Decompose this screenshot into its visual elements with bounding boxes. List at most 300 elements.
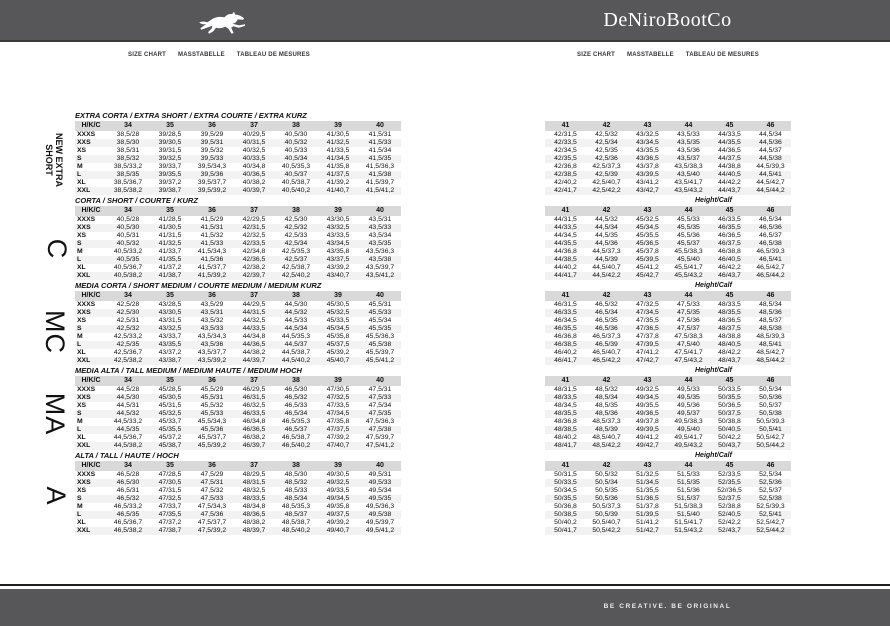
- row-label: S: [77, 155, 82, 162]
- column-header: 42: [586, 291, 627, 301]
- size-cell: 42/39,7: [242, 272, 266, 279]
- size-cell: 49,5/38,3: [674, 418, 703, 425]
- table-block-left-2: [75, 280, 401, 365]
- size-cell: 47,5/36: [200, 511, 224, 518]
- column-header: 36: [191, 206, 233, 216]
- table-row: [545, 479, 791, 487]
- column-header: 44: [668, 206, 709, 216]
- size-cell: 46/39,7: [242, 442, 266, 449]
- size-cell: 50,5/39: [595, 511, 618, 518]
- column-header: 43: [627, 376, 668, 386]
- size-cell: 49/37,5: [326, 511, 350, 518]
- size-cell: 42,5/32: [284, 224, 308, 231]
- size-cell: 43,5/36: [677, 147, 700, 154]
- row-label: XS: [77, 487, 87, 494]
- size-cell: 44,5/38,2: [113, 442, 143, 449]
- size-cell: 45/33,5: [326, 317, 350, 324]
- column-header: 36: [191, 461, 233, 471]
- size-cell: 51/32,5: [636, 471, 659, 478]
- table-row: [545, 511, 791, 519]
- size-cell: 44,5/31: [116, 402, 140, 409]
- size-cell: 50,5/42,2: [592, 527, 621, 534]
- size-cell: 42,5/36,7: [113, 349, 143, 356]
- size-cell: 46,5/32: [116, 495, 140, 502]
- size-cell: 50/38,8: [718, 418, 741, 425]
- size-cell: 41,5/33: [200, 240, 224, 247]
- column-header: 39: [317, 121, 359, 131]
- size-cell: 51,5/37: [677, 495, 700, 502]
- size-cell: 48/35,5: [554, 410, 577, 417]
- size-cell: 42,5/38,7: [281, 264, 311, 271]
- size-cell: 41,5/41,2: [365, 187, 395, 194]
- table-row: [545, 272, 791, 280]
- size-cell: 50/41,7: [554, 527, 577, 534]
- size-cell: 44/43,7: [718, 187, 741, 194]
- size-cell: 45/37,5: [326, 341, 350, 348]
- table-row: [75, 333, 401, 341]
- size-cell: 44,5/32: [284, 309, 308, 316]
- size-cell: 47/39,5: [636, 341, 659, 348]
- table-row: [545, 426, 791, 434]
- size-cell: 46,5/38,2: [113, 527, 143, 534]
- size-cell: 50/36,5: [718, 402, 741, 409]
- row-label: XXS: [77, 479, 91, 486]
- table-row: [75, 410, 401, 418]
- column-header: 45: [709, 291, 750, 301]
- row-label: XXXS: [77, 386, 96, 393]
- size-cell: 48,5/39,3: [756, 333, 785, 340]
- size-cell: 48/36,8: [554, 418, 577, 425]
- row-label: XL: [77, 264, 86, 271]
- size-cell: 46,5/35: [116, 511, 140, 518]
- size-cell: 45,5/36: [677, 232, 700, 239]
- size-cell: 40/29,5: [242, 131, 266, 138]
- size-cell: 47/35,8: [326, 418, 350, 425]
- size-cell: 45/40,7: [326, 357, 350, 364]
- size-cell: 50/33,5: [554, 479, 577, 486]
- size-cell: 47/30,5: [158, 479, 182, 486]
- size-cell: 41/37,2: [158, 264, 182, 271]
- size-cell: 47/31,5: [158, 487, 182, 494]
- size-cell: 40,5/33: [284, 147, 308, 154]
- size-cell: 45,5/33: [200, 410, 224, 417]
- size-cell: 48,5/30: [284, 471, 308, 478]
- column-header: 43: [627, 121, 668, 131]
- header-row: [545, 291, 791, 301]
- size-cell: 47/32,5: [158, 495, 182, 502]
- row-label: M: [77, 333, 83, 340]
- size-cell: 42,5/30: [284, 216, 308, 223]
- table-row: [75, 341, 401, 349]
- size-cell: 48,5/38: [759, 325, 782, 332]
- table-row: [545, 232, 791, 240]
- header-bar: [0, 0, 890, 42]
- table-row: [75, 495, 401, 503]
- size-cell: 47/37,2: [158, 519, 182, 526]
- size-cell: 45,5/34,3: [197, 418, 227, 425]
- row-label: L: [77, 426, 82, 433]
- size-cell: 48/33,5: [554, 394, 577, 401]
- subtitle-right: [505, 52, 831, 58]
- size-cell: 44/37,5: [718, 155, 741, 162]
- size-cell: 50/36,8: [554, 503, 577, 510]
- size-cell: 43/39,2: [326, 264, 350, 271]
- size-cell: 43/38,7: [158, 357, 182, 364]
- size-cell: 43/31,5: [158, 317, 182, 324]
- size-cell: 46,5/40,2: [281, 442, 311, 449]
- size-cell: 42,5/28: [116, 301, 140, 308]
- column-header: 37: [233, 291, 275, 301]
- table-row: [75, 240, 401, 248]
- column-header: 37: [233, 376, 275, 386]
- size-cell: 45,5/31: [200, 394, 224, 401]
- size-cell: 44,5/34: [595, 224, 618, 231]
- size-cell: 46,5/33,2: [113, 503, 143, 510]
- size-cell: 48/36,5: [718, 317, 741, 324]
- column-header: 36: [191, 291, 233, 301]
- column-header: 44: [668, 376, 709, 386]
- column-header: 46: [750, 376, 791, 386]
- size-cell: 48,5/32: [595, 386, 618, 393]
- side-label-c: C: [42, 238, 72, 260]
- size-cell: 42/31,5: [242, 224, 266, 231]
- size-cell: 40,5/40,2: [281, 187, 311, 194]
- size-cell: 45/34,5: [326, 325, 350, 332]
- size-cell: 41,5/29: [200, 216, 224, 223]
- size-table: [545, 206, 791, 280]
- size-cell: 42,5/42,2: [592, 187, 621, 194]
- size-cell: 48/32,5: [242, 487, 266, 494]
- column-header: 36: [191, 121, 233, 131]
- size-cell: 48/41,7: [554, 442, 577, 449]
- row-label: XXL: [77, 357, 91, 364]
- size-cell: 47/32,5: [636, 301, 659, 308]
- size-cell: 51,5/36: [677, 487, 700, 494]
- size-cell: 46/31,5: [554, 301, 577, 308]
- size-cell: 40,5/33,2: [113, 248, 143, 255]
- header-row: [545, 121, 791, 131]
- size-cell: 52,5/37: [759, 487, 782, 494]
- size-cell: 51/36,5: [636, 495, 659, 502]
- size-cell: 51/41,2: [636, 519, 659, 526]
- size-cell: 48,5/40,7: [592, 434, 621, 441]
- size-cell: 39,5/31: [200, 139, 224, 146]
- size-cell: 39/35,5: [158, 171, 182, 178]
- size-cell: 42/29,5: [242, 216, 266, 223]
- size-cell: 42/35,5: [554, 155, 577, 162]
- table-row: [545, 248, 791, 256]
- table-row: [75, 349, 401, 357]
- column-header: 44: [668, 121, 709, 131]
- size-cell: 47,5/34: [368, 402, 392, 409]
- size-cell: 43,5/32: [200, 317, 224, 324]
- table-row: [75, 503, 401, 511]
- table-block-left-1: [75, 195, 401, 280]
- size-cell: 45,5/33: [677, 216, 700, 223]
- footer-rule: [0, 584, 890, 586]
- column-header: 34: [107, 291, 149, 301]
- size-cell: 41/28,5: [158, 216, 182, 223]
- table-row: [545, 240, 791, 248]
- size-cell: 52/35,5: [718, 479, 741, 486]
- table-row: [545, 264, 791, 272]
- row-label: S: [77, 325, 82, 332]
- column-header: 42: [586, 376, 627, 386]
- size-cell: 43,5/33: [200, 325, 224, 332]
- table-block-right-3: [545, 365, 791, 450]
- column-header: 41: [545, 206, 586, 216]
- size-cell: 43,5/39,2: [197, 357, 227, 364]
- table-block-right-2: [545, 280, 791, 365]
- size-cell: 51,5/35: [677, 479, 700, 486]
- size-cell: 46,5/35: [595, 317, 618, 324]
- size-cell: 50/38,5: [554, 511, 577, 518]
- size-cell: 47/38,7: [158, 527, 182, 534]
- size-cell: 42,5/40,7: [592, 179, 621, 186]
- size-cell: 45,5/36,3: [365, 333, 395, 340]
- size-cell: 44/29,5: [242, 301, 266, 308]
- size-cell: 49/36,5: [636, 410, 659, 417]
- size-cell: 43,5/39,7: [365, 264, 395, 271]
- size-cell: 43,5/37: [677, 155, 700, 162]
- size-cell: 42/33,5: [554, 139, 577, 146]
- size-cell: 49,5/39,7: [365, 519, 395, 526]
- column-header: 35: [149, 461, 191, 471]
- size-cell: 43/35,5: [158, 341, 182, 348]
- size-cell: 46/38,8: [718, 248, 741, 255]
- size-cell: 47,5/40: [677, 341, 700, 348]
- column-header: 40: [359, 206, 401, 216]
- size-cell: 46,5/30: [116, 479, 140, 486]
- size-cell: 43,5/40: [677, 171, 700, 178]
- size-table: [545, 291, 791, 365]
- table-row: [75, 131, 401, 139]
- size-cell: 43/39,5: [636, 171, 659, 178]
- size-table: [75, 461, 401, 535]
- column-header: 41: [545, 291, 586, 301]
- column-header: 39: [317, 376, 359, 386]
- size-cell: 44/38,2: [242, 349, 266, 356]
- size-cell: 48,5/33: [284, 487, 308, 494]
- size-cell: 40,5/32: [284, 139, 308, 146]
- table-row: [545, 216, 791, 224]
- table-row: [545, 131, 791, 139]
- size-cell: 47/34,5: [326, 410, 350, 417]
- size-cell: 47,5/32: [200, 487, 224, 494]
- size-cell: 48/29,5: [242, 471, 266, 478]
- size-cell: 47/41,2: [636, 349, 659, 356]
- size-cell: 44,5/37,3: [592, 248, 621, 255]
- table-row: [75, 248, 401, 256]
- size-cell: 42,5/30: [116, 309, 140, 316]
- size-cell: 43/37,5: [326, 256, 350, 263]
- size-cell: 41,5/39,7: [365, 179, 395, 186]
- size-cell: 43,5/31: [368, 216, 392, 223]
- table-row: [545, 325, 791, 333]
- size-cell: 46/33,5: [554, 309, 577, 316]
- size-cell: 44/32,5: [242, 317, 266, 324]
- row-label: XXXS: [77, 216, 96, 223]
- row-label: XXL: [77, 442, 91, 449]
- column-header: 38: [275, 206, 317, 216]
- size-cell: 43/41,2: [636, 179, 659, 186]
- size-cell: 42/32,5: [242, 232, 266, 239]
- size-cell: 43/35,8: [326, 248, 350, 255]
- size-cell: 41/32,5: [158, 240, 182, 247]
- size-cell: 52,5/39,3: [756, 503, 785, 510]
- size-cell: 44,5/36,7: [113, 434, 143, 441]
- row-label: XL: [77, 519, 86, 526]
- column-header: 41: [545, 461, 586, 471]
- subtitle-item: SIZE CHART: [577, 52, 616, 58]
- size-cell: 44/36,5: [242, 341, 266, 348]
- column-header: 38: [275, 461, 317, 471]
- header-row: [75, 461, 401, 471]
- size-cell: 47,5/33: [200, 495, 224, 502]
- table-row: [545, 171, 791, 179]
- size-cell: 44,5/35,3: [281, 333, 311, 340]
- size-cell: 47/30,5: [326, 386, 350, 393]
- size-cell: 46,5/31: [116, 487, 140, 494]
- size-cell: 44,5/40,7: [592, 264, 621, 271]
- size-table: [75, 291, 401, 365]
- size-cell: 51/39,5: [636, 511, 659, 518]
- size-cell: 50,5/34: [759, 386, 782, 393]
- size-cell: 41,5/36: [200, 256, 224, 263]
- table-row: [75, 163, 401, 171]
- column-header: 46: [750, 461, 791, 471]
- size-cell: 46,5/38,7: [281, 434, 311, 441]
- row-label: L: [77, 171, 82, 178]
- size-cell: 44/41,7: [554, 272, 577, 279]
- size-cell: 38,5/33,2: [113, 163, 143, 170]
- size-cell: 52/42,2: [718, 519, 741, 526]
- table-row: [75, 418, 401, 426]
- size-cell: 45,5/38: [368, 341, 392, 348]
- size-cell: 48,5/38,7: [281, 519, 311, 526]
- row-label: S: [77, 410, 82, 417]
- size-cell: 44,5/39,3: [756, 163, 785, 170]
- size-cell: 44,5/34: [759, 131, 782, 138]
- table-row: [75, 216, 401, 224]
- size-cell: 43,5/33: [677, 131, 700, 138]
- size-cell: 41/35,8: [326, 163, 350, 170]
- size-cell: 44/35,5: [554, 240, 577, 247]
- table-row: [545, 357, 791, 365]
- size-cell: 40,5/28: [116, 216, 140, 223]
- size-cell: 44,5/37: [284, 341, 308, 348]
- size-cell: 44/42,2: [718, 179, 741, 186]
- size-cell: 49,5/31: [368, 471, 392, 478]
- size-cell: 48/38,8: [718, 333, 741, 340]
- size-cell: 43,5/43,2: [674, 187, 703, 194]
- size-cell: 39,5/37,7: [197, 179, 227, 186]
- size-cell: 50,5/39,3: [756, 418, 785, 425]
- size-cell: 43,5/38: [368, 256, 392, 263]
- table-row: [545, 147, 791, 155]
- size-cell: 50,5/36: [595, 495, 618, 502]
- size-cell: 42,5/34: [595, 139, 618, 146]
- subtitle-item: MASSTABELLE: [178, 52, 225, 58]
- size-cell: 42/38,5: [554, 171, 577, 178]
- size-cell: 50/35,5: [554, 495, 577, 502]
- size-cell: 42,5/31: [116, 317, 140, 324]
- size-cell: 44,5/40,2: [281, 357, 311, 364]
- column-header: 46: [750, 206, 791, 216]
- size-cell: 45/41,2: [636, 264, 659, 271]
- size-cell: 52//36,5: [717, 487, 742, 494]
- size-cell: 47/37,8: [636, 333, 659, 340]
- size-cell: 39/30,5: [158, 139, 182, 146]
- size-cell: 41,5/31: [368, 131, 392, 138]
- row-label: L: [77, 256, 82, 263]
- size-cell: 48,5/37: [759, 317, 782, 324]
- table-row: [545, 495, 791, 503]
- size-cell: 46,5/32: [595, 301, 618, 308]
- size-cell: 48,5/42,2: [592, 442, 621, 449]
- size-cell: 39/31,5: [158, 147, 182, 154]
- column-header: 45: [709, 206, 750, 216]
- size-cell: 47,5/39,2: [197, 527, 227, 534]
- size-cell: 40,5/37: [284, 171, 308, 178]
- size-cell: 47/34,5: [636, 309, 659, 316]
- size-cell: 47,5/31: [200, 479, 224, 486]
- size-cell: 43/30,5: [158, 309, 182, 316]
- size-cell: 44,5/38: [759, 155, 782, 162]
- size-cell: 49,5/41,2: [365, 527, 395, 534]
- size-cell: 40/33,5: [242, 155, 266, 162]
- size-cell: 43/36,5: [636, 155, 659, 162]
- size-cell: 44,5/38,7: [281, 349, 311, 356]
- size-cell: 52/40,5: [718, 511, 741, 518]
- table-title: MEDIA ALTA / TALL MEDIUM / MEDIUM HAUTE / MEDIUM HOCH: [75, 366, 302, 375]
- size-cell: 45,5/39,7: [365, 349, 395, 356]
- column-header: 40: [359, 121, 401, 131]
- size-cell: 44,5/35: [595, 232, 618, 239]
- size-cell: 47/42,7: [636, 357, 659, 364]
- column-header: 44: [668, 461, 709, 471]
- size-cell: 46/43,7: [718, 272, 741, 279]
- column-header: 37: [233, 206, 275, 216]
- size-cell: 49,5/33: [677, 386, 700, 393]
- size-cell: 42/36,5: [242, 256, 266, 263]
- size-cell: 48/33,5: [718, 301, 741, 308]
- size-cell: 43/32,5: [636, 131, 659, 138]
- column-header: 46: [750, 291, 791, 301]
- size-cell: 39/32,5: [158, 155, 182, 162]
- size-cell: 44/34,5: [554, 232, 577, 239]
- size-cell: 44,5/41: [759, 171, 782, 178]
- size-cell: 44/34,8: [242, 333, 266, 340]
- column-header: 45: [709, 461, 750, 471]
- table-block-right-0: [545, 110, 791, 195]
- size-cell: 43,5/38,3: [674, 163, 703, 170]
- size-cell: 40/36,5: [242, 171, 266, 178]
- size-cell: 49,5/36,3: [365, 503, 395, 510]
- size-cell: 43,5/34: [368, 232, 392, 239]
- size-cell: 47/33,7: [158, 503, 182, 510]
- size-cell: 41,5/35: [368, 155, 392, 162]
- size-cell: 49,5/37: [677, 410, 700, 417]
- size-cell: 49,5/33: [368, 479, 392, 486]
- size-cell: 44,5/28: [116, 386, 140, 393]
- size-cell: 45,5/38,3: [674, 248, 703, 255]
- row-label: XS: [77, 232, 87, 239]
- column-header: H/K/C: [75, 291, 107, 301]
- size-cell: 48,5/36: [595, 410, 618, 417]
- size-cell: 42,5/33,2: [113, 333, 143, 340]
- size-cell: 44/36,8: [554, 248, 577, 255]
